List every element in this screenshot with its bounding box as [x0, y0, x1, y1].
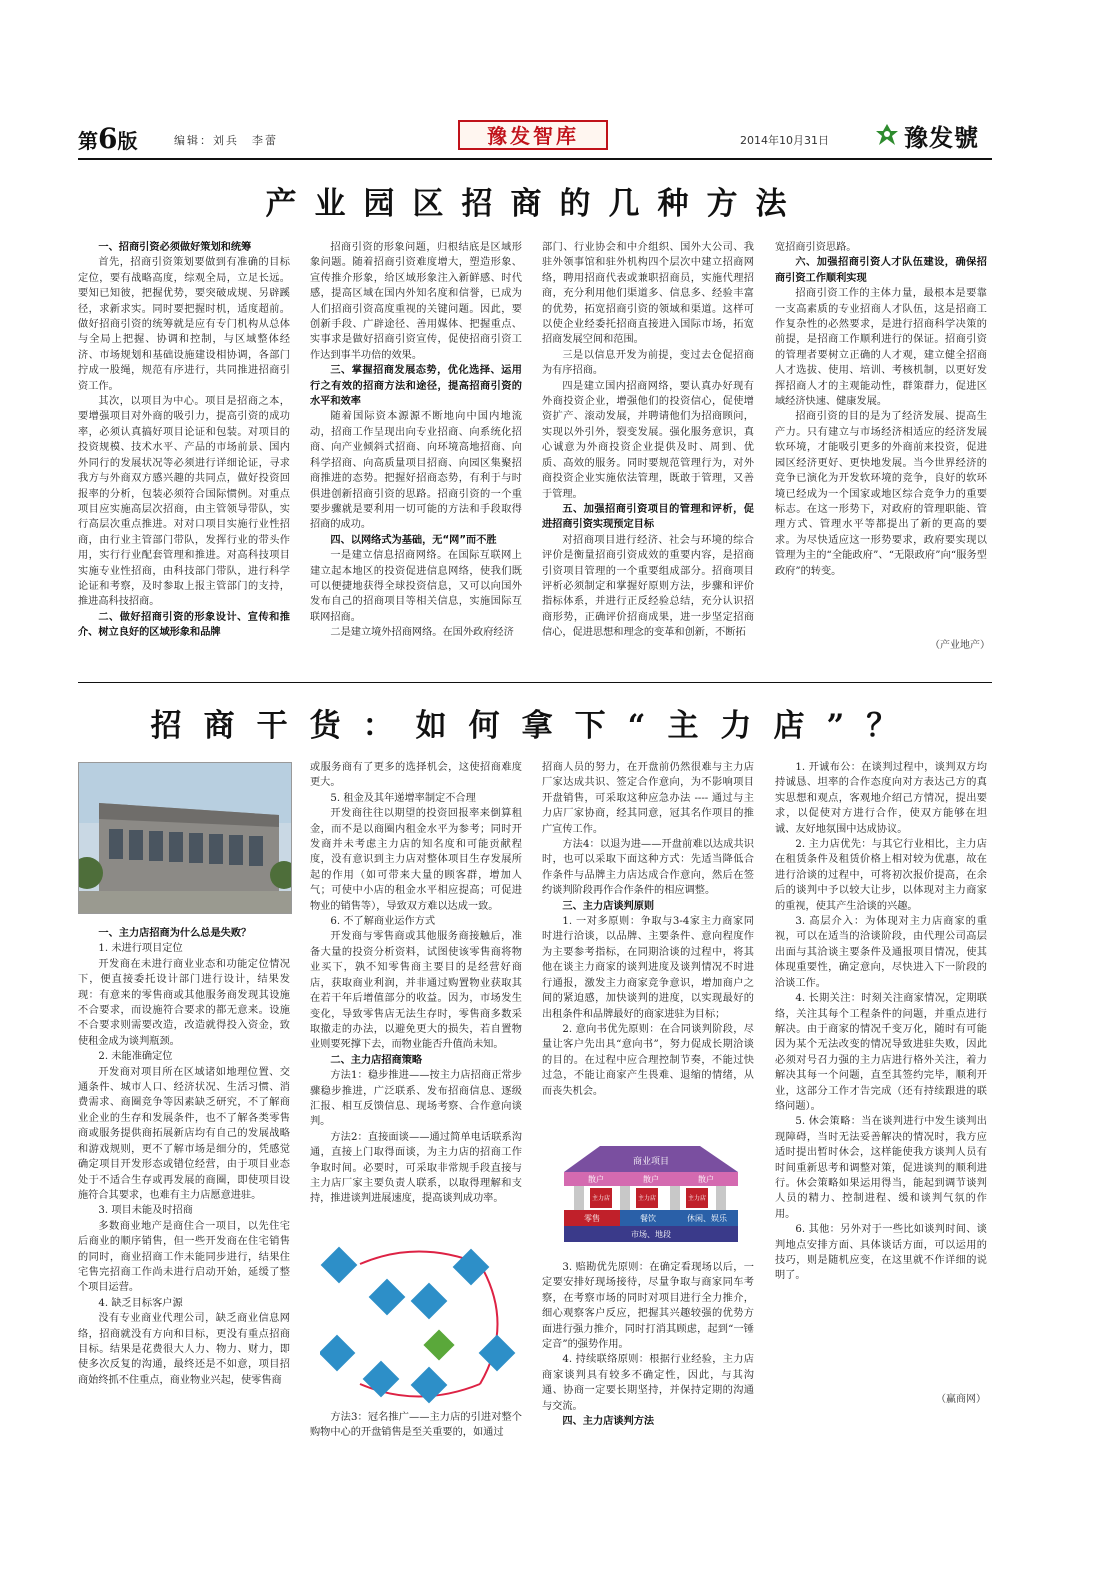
paragraph: 部门、行业协会和中介组织、国外大公司、我驻外领事馆和驻外机构四个层次中建立招商网络，聘用招商代表或兼职招商员，实施代理招商，充分利用他们渠道多、信息多、经验丰富的优势，拓宽招商引资的领域和渠道。这样可以使企业经委托招商直接进入国际市场，拓宽招商发展空间和范围。 [542, 242, 754, 346]
paragraph: 开发商与零售商或其他服务商接触后，准备大量的投资分析资料，试图使该零售商将物业买下，孰不知零售商主要目的是经营好商店，获取商业利润，并非通过购置物业获取其在若干年后增值部分的收益。因为，市场发生变化，导致零售店无法生存时，零售商多数采取撤走的办法，以避免更大的损失，若自置物业则要死撑下去，而物业能否升值尚未知。 [310, 931, 522, 1051]
diagram-base-label: 市场、地段 [631, 1230, 671, 1239]
issue-date: 2014年10月31日 [740, 134, 829, 147]
paragraph: 1. 一对多原则：争取与3-4家主力商家同时进行洽谈，以品牌、主要条件、意向程度作为主要参考指标，在同期洽谈的过程中，将其他在谈主力商家的谈判进度及谈判情况不时进行通报，激发主力商家竞争意识，增加商户之间的紧迫感，加快谈判的进度，以实现最好的出租条件和品牌最好的商家进驻为目标； [542, 916, 754, 1020]
article2-column-3-bottom [542, 1260, 754, 1429]
leaf-logo-icon [874, 122, 900, 148]
diagram-anchor-3: 主力店 [687, 1195, 707, 1202]
paragraph: 或服务商有了更多的选择机会，这使招商难度更大。 [310, 762, 522, 789]
article2-column-2 [310, 760, 522, 1207]
article2-column-4 [775, 760, 987, 1284]
paragraph: 开发商在未进行商业业态和功能定位情况下，便直接委托设计部门进行设计，结果发现：有意来的零售商或其他服务商发现其设施不合要求，而设施符合要求的都无意来。设施不合要求则需要改造，改造就得投入资金，致使租金成为谈判瓶颈。 [78, 958, 290, 1047]
article1-source: （产业地产） [930, 640, 990, 651]
paragraph: 2. 意向书优先原则：在合同谈判阶段，尽量让客户先出具“意向书”，努力促成长期洽谈的目的。在过程中应合理控制节奏，不能过快过急，不能让商家产生畏难、退缩的情绪，从而丧失机会。 [542, 1023, 754, 1097]
paragraph: 6. 不了解商业运作方式 [330, 916, 436, 928]
subheading: 四、主力店谈判方法 [562, 1416, 655, 1428]
article1-column-2 [310, 240, 522, 641]
paragraph: 一是建立信息招商网络。在国际互联网上建立起本地区的投资促进信息网络，使我们既可以便捷地获得全球投资信息，又可以向国外发布自己的招商项目等相关信息，实施国际互联网招商。 [310, 550, 522, 623]
newspaper-logo [874, 118, 979, 152]
paragraph: 招商人员的努力，在开盘前仍然很难与主力店厂家达成共识、签定合作意向，为不影响项目开盘销售，可采取这种应急办法 ---- 通过与主力店厂家协商，经其同意，冠其名作项目的推广宣传工作。 [542, 762, 754, 835]
paragraph: 1. 未进行项目定位 [98, 943, 183, 955]
paragraph: 宽招商引资思路。 [775, 242, 857, 253]
section-title: 豫发智库 [458, 120, 608, 150]
paragraph: 6. 其他：另外对于一些比如谈判时间、谈判地点安排方面、具体谈话方面，可以运用的技巧，则是随机应变，在这里就不作详细的说明了。 [775, 1224, 987, 1282]
article2-column-3-top [542, 760, 754, 1099]
article2-source: （赢商网） [936, 1394, 986, 1405]
paragraph: 二是建立境外招商网络。在国外政府经济 [330, 627, 514, 639]
diagram-bottom-2: 餐饮 [640, 1214, 656, 1223]
article1-column-3 [542, 240, 754, 641]
paragraph: 其次，以项目为中心。项目是招商之本，要增强项目对外商的吸引力，提高引资的成功率，必须认真搞好项目论证和包装。对项目的投资规模、技术水平、产品的市场前景、国内外同行的发展状况等必须进行详细论证，寻求我方与外商双方感兴趣的共同点，做好投资回报率的分析，包装必须符合国际惯例。对重点项目应实施高层次招商，由主管领导带队，实行高层次重点推进。对对口项目实施行业性招商，由行业主管部门带队，发挥行业的带头作用，实行行业配套管理和推进。对高科技项目实施专业性招商，由科技部门带队，进行科学论证和考察，及时参取上报主管部门的支持，推进高科技招商。 [78, 396, 290, 608]
paragraph: 3. 项目未能及时招商 [98, 1205, 193, 1217]
paragraph: 开发商往往以期望的投资回报率来倒算租金，而不是以商圈内租金水平为参考；同时开发商并未考虑主力店的知名度和可能贡献程度，没有意识到主力店对整体项目生存发展所起的作用（如可带来大量的顾客群，增加人气；可使中小店的租金水平相应提高；可促进物业的销售等），导致双方难以达成一致。 [310, 808, 522, 912]
anchor-store-structure-diagram [560, 1142, 742, 1248]
subheading: 二、做好招商引资的形象设计、宣传和推介、树立良好的区域形象和品牌 [78, 611, 290, 639]
article1-column-4 [775, 240, 987, 579]
paragraph: 3. 赔勘优先原则：在确定看现场以后，一定要安排好现场接待，尽量争取与商家同车考察，在考察市场的同时对项目进行全力推介，细心观察客户反应，把握其兴趣较强的优势方面进行强力推介，同时打消其顾虑，起到“一锤定音”的强势作用。 [542, 1262, 754, 1351]
subheading: 四、以网络式为基础，无“网”而不胜 [330, 534, 497, 546]
strategy-cycle-diagram [320, 1244, 516, 1406]
masthead-rule [78, 158, 992, 160]
subheading: 二、主力店招商策略 [330, 1054, 423, 1066]
paragraph: 招商引资的目的是为了经济发展、提高生产力。只有建立与市场经济相适应的经济发展软环境，才能吸引更多的外商前来投资，促进园区经济更好、更快地发展。当今世界经济的竞争已演化为开发软环境的竞争，良好的软环境已经成为一个国家或地区综合竞争力的重要标志。在这一形势下，对政府的管理职能、管理方式、管理水平等都提出了新的更高的要求。为尽快适应这一形势要求，政府要实现以管理为主的“全能政府”、“无限政府”向“服务型政府”的转变。 [775, 411, 987, 577]
shopping-mall-photo [78, 762, 292, 914]
article2-column-1 [78, 926, 290, 1388]
diagram-tenant-3: 散户 [698, 1175, 714, 1184]
subheading: 五、加强招商引资项目的管理和评析，促进招商引资实现预定目标 [542, 503, 754, 531]
editors: 编辑：刘兵 李蕾 [174, 134, 278, 147]
paragraph: 4. 缺乏目标客户源 [98, 1297, 183, 1309]
page-number: 第6版 [78, 122, 138, 155]
article1-column-1 [78, 240, 290, 641]
paragraph: 没有专业商业代理公司，缺乏商业信息网络，招商就没有方向和目标，更没有重点招商目标。结果是花费很大人力、物力、财力，即使多次反复的沟通，最终还是不如意，项目招商始终抓不住重点，商业物业兴起，使零售商 [78, 1313, 290, 1386]
paragraph: 4. 持续联络原则：根据行业经验，主力店商家谈判具有较多不确定性，因此，与其沟通、协商一定要长期坚持，并保持定期的沟通与交流。 [542, 1354, 754, 1412]
paragraph: 5. 租金及其年递增率制定不合理 [330, 792, 476, 804]
paragraph: 招商引资的形象问题，归根结底是区域形象问题。随着招商引资难度增大，塑造形象、宣传推介形象，给区域形象注入新鲜感、时代感，提高区域在国内外知名度和信誉，已成为人们招商引资高度重视的关键问题。因此，要创新手段、广辟途径、善用媒体、把握重点、实事求是做好招商引资宣传，促使招商引资工作达到事半功倍的效果。 [310, 242, 522, 361]
paragraph: 2. 未能准确定位 [98, 1051, 173, 1063]
paragraph: 1. 开诚布公：在谈判过程中，谈判双方均持诚恳、坦率的合作态度向对方表达己方的真实思想和观点，客观地介绍己方情况，提出要求，以促使对方进行合作，使双方能够在坦诚、友好地氛围中达成协议。 [775, 762, 987, 835]
subheading: 一、主力店招商为什么总是失败？ [98, 928, 252, 939]
paragraph: 招商引资工作的主体力量，最根本是要靠一支高素质的专业招商人才队伍，这是招商工作复杂性的必然要求，是进行招商科学决策的前提，是招商工作顺利进行的保证。招商引资的管理者要树立正确的人才观，建立健全招商人才选拔、使用、培训、考核机制，以更好发挥招商人才的主观能动性，群策群力，促进区域经济快速、健康发展。 [775, 288, 987, 408]
diagram-anchor-1: 主力店 [591, 1195, 611, 1202]
paragraph: 3. 高层介入：为体现对主力店商家的重视，可以在适当的洽谈阶段，由代理公司高层出面与其洽谈主要条件及通报项目情况，使其体现重要性，确定意向，尽快进入下一阶段的洽谈工作。 [775, 916, 987, 989]
diagram-bottom-3: 休闲、娱乐 [687, 1214, 727, 1223]
paragraph: 随着国际资本源源不断地向中国内地流动，招商工作呈现出向专业招商、向系统化招商、向产业倾斜式招商、向环境高地招商、向科学招商、向高质量项目招商、向园区集聚招商推进的态势。把握好招商态势，有利于与时俱进创新招商引资的思路。招商引资的一个重要步骤就是要利用一切可能的方法和手段取得招商的成功。 [310, 411, 522, 531]
paragraph: 三是以信息开发为前提，变过去仓促招商为有序招商。 [542, 349, 754, 377]
paragraph: 方法4：以退为进——开盘前难以达成共识时，也可以采取下面这种方式：先适当降低合作条件与品牌主力店达成合作意向，然后在签约谈判阶段再作合作条件的相应调整。 [542, 839, 754, 897]
paragraph: 多数商业地产是商住合一项目，以先住宅后商业的顺序销售，但一些开发商在住宅销售的同时，商业招商工作未能同步进行，结果住宅售完招商工作尚未进行启动开始，延缓了整个项目运营。 [78, 1220, 290, 1294]
masthead [78, 118, 992, 154]
article-divider [78, 682, 992, 683]
logo-name: 豫发號 [904, 122, 979, 152]
article2-title: 招商干货：如何拿下“主力店”？ [150, 708, 920, 744]
subheading: 六、加强招商引资人才队伍建设，确保招商引资工作顺利实现 [775, 257, 987, 284]
paragraph: 方法2：直接面谈——通过简单电话联系沟通，直接上门取得面谈，为主力店的招商工作争取时间。必要时，可采取非常规手段直接与主力店厂家主要负责人联系，以取得理解和支持，推进谈判进展速度，提高谈判成功率。 [310, 1131, 522, 1205]
paragraph: 四是建立国内招商网络，要认真办好现有外商投资企业，增强他们的投资信心，促使增资扩产、滚动发展，并聘请他们为招商顾问，实现以外引外，裂变发展。强化服务意识，真心诚意为外商投资企业提供及时、周到、优质、高效的服务。同时要规范管理行为，对外商投资企业实施依法管理，既敢于管理，又善于管理。 [542, 380, 754, 500]
diagram-top-label: 商业项目 [632, 1157, 670, 1167]
paragraph: 方法1：稳步推进——按主力店招商正常步骤稳步推进，广泛联系、发布招商信息、逐级汇报、相互反馈信息、现场考察、合作意向谈判。 [310, 1070, 522, 1128]
paragraph: 首先，招商引资策划要做到有准确的目标定位，要有战略高度，综观全局，立足长远。要知已知彼，把握优势，要突破成规、另辟蹊径，求新求实。同时要把握时机，适度超前。做好招商引资的统筹就是应有专门机构从总体与全局上把握、协调和控制，与区域整体经济、市场规划和基础设施建设相协调，各部门拧成一股绳，规范有序进行，共同推进招商引资工作。 [78, 257, 290, 392]
paragraph: 对招商项目进行经济、社会与环境的综合评价是衡量招商引资成效的重要内容，是招商引资项目管理的一个重要组成部分。招商项目评析必须制定和掌握好原则方法，步骤和评价指标体系，并进行正反经验总结，充分认识招商形势，正确评价招商成果，进一步坚定招商信心，促进思想和理念的变革和创新，不断拓 [542, 534, 754, 639]
paragraph: 2. 主力店优先：与其它行业相比，主力店在租赁条件及租赁价格上相对较为优惠，故在进行洽谈的过程中，可将初次报价提高，在余后的谈判中予以较大让步，以体现对主力商家的重视，使其产生洽谈的兴趣。 [775, 839, 987, 912]
diagram-tenant-1: 散户 [588, 1175, 604, 1184]
diagram-tenant-2: 散户 [643, 1175, 659, 1184]
subheading: 三、主力店谈判原则 [562, 900, 655, 912]
paragraph: 开发商对项目所在区域诸如地理位置、交通条件、城市人口、经济状况、生活习惯、消费需求、商圈竞争等因素缺乏研究，不了解商业企业的生存和发展条件，也不了解各类零售商或服务提供商拓展新店均有自己的发展战略和游戏规则，更不了解市场是细分的，凭感觉确定项目开发形态或错位经营，由于项目业态处于不适合生存或再发展的商圈，即使项目设施符合其要求，也难有主力店愿意进驻。 [78, 1066, 290, 1201]
article1-title: 产业园区招商的几种方法 [265, 186, 805, 222]
article2-column-2-end [310, 1410, 522, 1441]
paragraph: 5. 休会策略：当在谈判进行中发生谈判出现障碍，当时无法妥善解决的情况时，我方应适时提出暂时休会，这样能使我方谈判人员有时间重新思考和调整对策，促进谈判的顺利进行。休会策略如果运用得当，能起到调节谈判人员的精力、控制进程、缓和谈判气氛的作用。 [775, 1116, 987, 1220]
subheading: 一、招商引资必须做好策划和统筹 [98, 242, 252, 253]
diagram-anchor-2: 主力店 [637, 1195, 657, 1202]
diagram-bottom-1: 零售 [584, 1214, 600, 1223]
paragraph: 4. 长期关注：时刻关注商家情况，定期联络，关注其每个工程条件的问题，并重点进行解决。由于商家的情况千变万化，随时有可能因为某个无法改变的情况导致进驻失败，因此必须对号召力强的主力店进行格外关注，着力解决其每一个问题，直至其签约完毕，顺利开业，这部分工作才告完成（还有持续跟进的联络问题）。 [775, 993, 987, 1112]
paragraph: 方法3：冠名推广——主力店的引进对整个购物中心的开盘销售是至关重要的，如通过 [310, 1412, 522, 1439]
subheading: 三、掌握招商发展态势，优化选择、运用行之有效的招商方法和途径，提高招商引资的水平和效率 [310, 365, 522, 408]
